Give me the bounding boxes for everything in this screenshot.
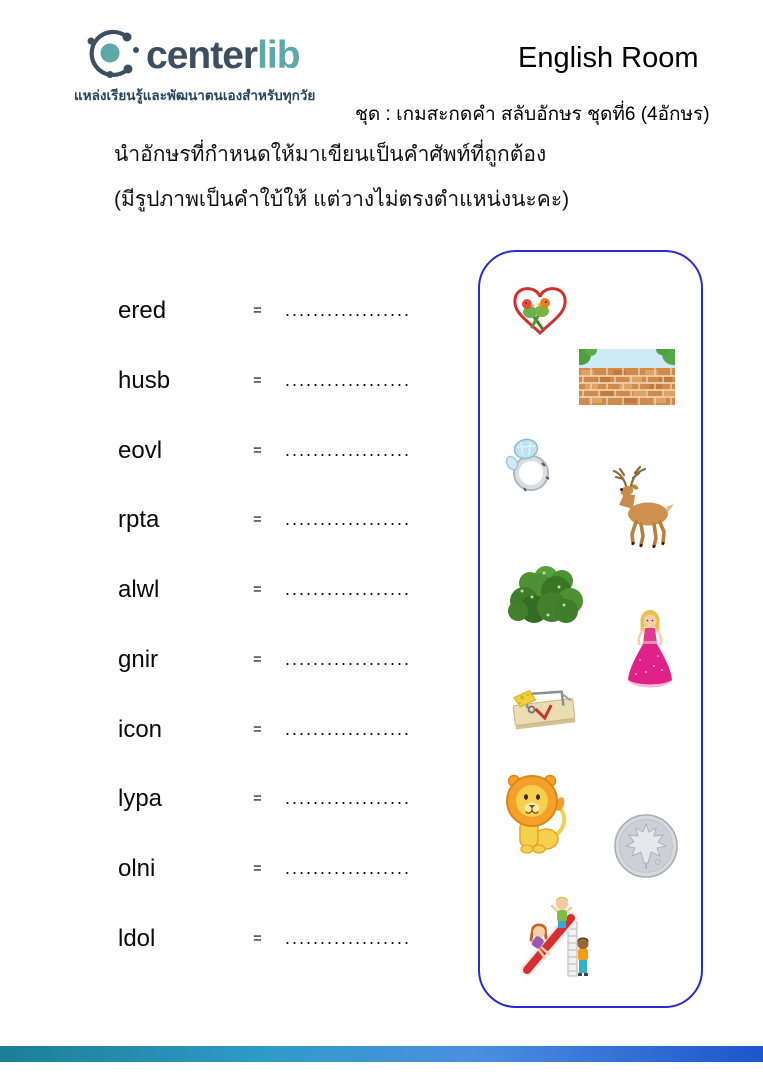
scrambled-letters: ered [118,297,167,324]
answer-line: .................. [285,300,412,320]
equals-sign: = [253,581,262,598]
word-row [118,716,411,748]
scrambled-letters: ldol [118,925,156,952]
answer-line: .................. [285,509,412,529]
scrambled-letters: lypa [118,785,163,812]
logo-tagline: แหล่งเรียนรู้และพัฒนาตนเองสำหรับทุกวัย [74,88,316,103]
scrambled-letters: eovl [118,437,163,464]
kids-slide-image [515,892,595,980]
word-row [118,506,411,538]
answer-line: .................. [285,858,412,878]
scrambled-letters: icon [118,716,163,743]
equals-sign: = [253,721,262,738]
scrambled-letters: husb [118,367,171,394]
answer-line: .................. [285,788,412,808]
answer-line: .................. [285,928,412,948]
wordmark-center: center [146,34,258,77]
centerlib-logo-icon [78,26,142,80]
lovebirds-heart-image [508,283,572,337]
answer-line: .................. [285,719,412,739]
equals-sign: = [253,860,262,877]
equals-sign: = [253,372,262,389]
word-row [118,367,411,399]
lion-image [498,765,572,857]
answer-line: .................. [285,370,412,390]
instruction-line-1: นำอักษรที่กำหนดให้มาเขียนเป็นคำศัพท์ที่ถูกต้อง [114,143,547,166]
coin-image [613,813,679,879]
scrambled-letters: olni [118,855,156,882]
word-row [118,437,411,469]
word-row [118,646,411,678]
answer-line: .................. [285,579,412,599]
clue-image-box [478,250,703,1008]
set-subtitle: ชุด : เกมสะกดคำ สลับอักษร ชุดที่6 (4อักษร) [355,104,710,125]
instruction-line-2: (มีรูปภาพเป็นคำใบ้ให้ แต่วางไม่ตรงตำแหน่งนะคะ) [114,188,570,211]
word-row [118,925,411,957]
page-title: English Room [518,42,699,74]
word-row [118,297,411,329]
equals-sign: = [253,511,262,528]
footer-bar [0,1046,763,1062]
wordmark-lib: lib [257,34,300,77]
scrambled-letters: gnir [118,646,159,673]
bush-image [504,561,590,625]
scrambled-letters: alwl [118,576,160,603]
centerlib-wordmark [146,34,300,78]
mouse-trap-image [506,684,582,734]
answer-line: .................. [285,440,412,460]
answer-line: .................. [285,649,412,669]
deer-image [606,464,680,548]
doll-image [624,608,676,688]
equals-sign: = [253,442,262,459]
ring-image [502,433,558,495]
word-row [118,855,411,887]
equals-sign: = [253,651,262,668]
equals-sign: = [253,930,262,947]
word-row [118,785,411,817]
equals-sign: = [253,302,262,319]
equals-sign: = [253,790,262,807]
brick-wall-image [579,349,675,405]
scrambled-letters: rpta [118,506,160,533]
word-row [118,576,411,608]
